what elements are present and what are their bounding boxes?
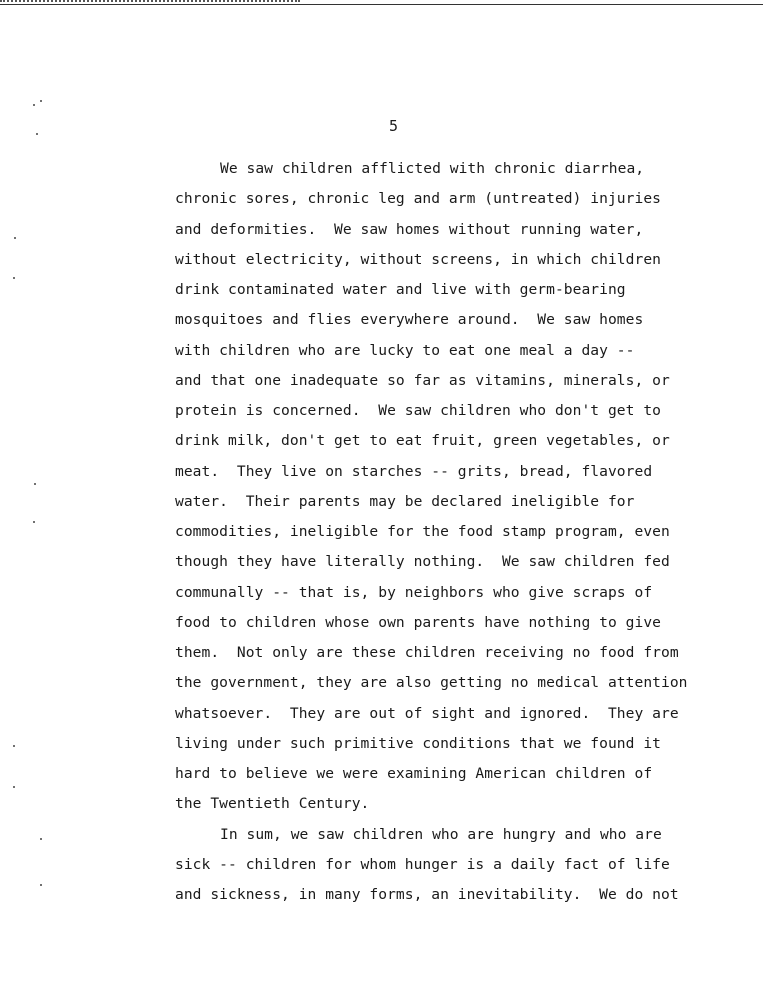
text-line: and deformities. We saw homes without running water, xyxy=(175,220,644,238)
text-line: water. Their parents may be declared ineligible for xyxy=(175,492,635,510)
text-line: whatsoever. They are out of sight and ignored. They are xyxy=(175,704,679,722)
text-line: communally -- that is, by neighbors who give scraps of xyxy=(175,583,653,601)
scan-speck xyxy=(36,133,38,135)
scan-speck xyxy=(34,483,36,485)
scan-speck xyxy=(40,838,42,840)
text-line: drink milk, don't get to eat fruit, green vegetables, or xyxy=(175,432,670,450)
text-line: In sum, we saw children who are hungry and who are xyxy=(220,825,662,843)
scan-speck xyxy=(40,884,42,886)
text-line: with children who are lucky to eat one meal a day -- xyxy=(175,341,635,359)
text-line: protein is concerned. We saw children who don't get to xyxy=(175,402,661,419)
text-line: chronic sores, chronic leg and arm (untreated) injuries xyxy=(175,190,661,208)
text-line: living under such primitive conditions that we found it xyxy=(175,734,661,752)
scan-top-rule xyxy=(0,4,763,5)
text-line: and that one inadequate so far as vitamins, minerals, or xyxy=(175,371,670,389)
text-line: sick -- children for whom hunger is a daily fact of life xyxy=(175,855,670,873)
text-line: meat. They live on starches -- grits, bread, flavored xyxy=(175,462,653,480)
text-line: though they have literally nothing. We saw children fed xyxy=(175,553,670,571)
text-line: and sickness, in many forms, an inevitability. We do not xyxy=(175,886,679,903)
text-line: We saw children afflicted with chronic diarrhea, xyxy=(220,160,645,177)
text-line: without electricity, without screens, in which children xyxy=(175,250,661,268)
scan-speck xyxy=(13,277,15,279)
text-line: the Twentieth Century. xyxy=(175,795,370,813)
scan-speck xyxy=(13,786,15,788)
text-line: hard to believe we were examining American children of xyxy=(175,765,653,782)
text-line: mosquitoes and flies everywhere around. We saw homes xyxy=(175,311,644,329)
scan-speck xyxy=(14,237,16,239)
page-number: 5 xyxy=(389,117,399,135)
text-line: the government, they are also getting no medical attention xyxy=(175,674,688,692)
text-line: food to children whose own parents have nothing to give xyxy=(175,613,661,631)
scan-speck xyxy=(33,521,35,523)
text-line: commodities, ineligible for the food stamp program, even xyxy=(175,523,670,540)
text-line: them. Not only are these children receiving no food from xyxy=(175,644,679,661)
scan-speck xyxy=(40,100,42,102)
scan-speck xyxy=(13,745,15,747)
body-text xyxy=(175,154,735,910)
text-line: drink contaminated water and live with germ-bearing xyxy=(175,281,626,298)
scan-speck xyxy=(33,104,35,106)
